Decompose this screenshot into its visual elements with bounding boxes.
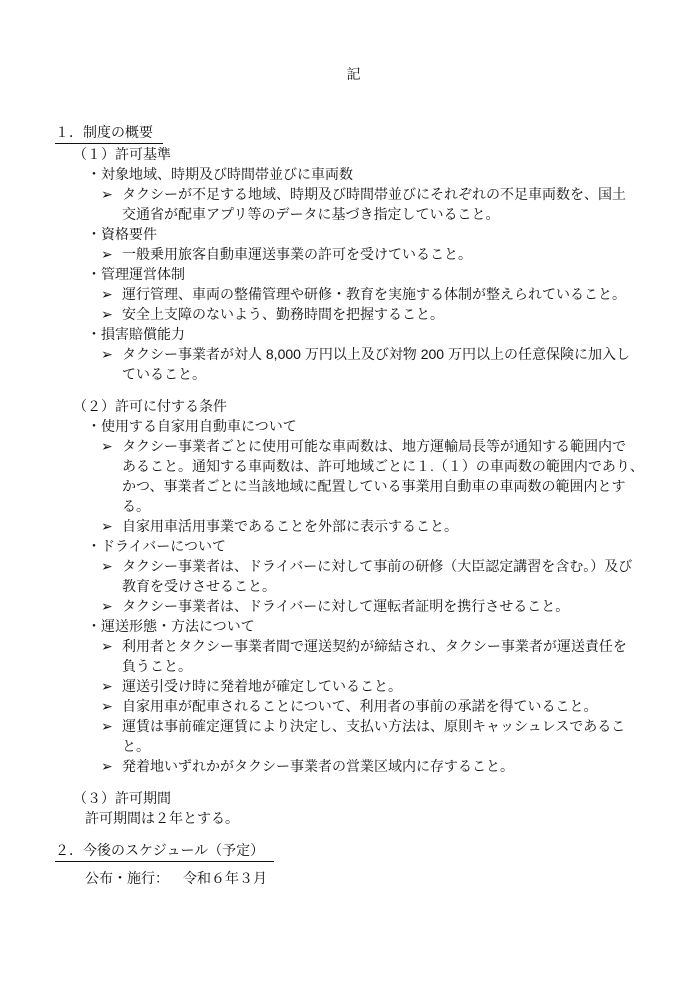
schedule-label: 公布・施行： — [85, 870, 169, 886]
subsection-1-1-heading: （１）許可基準 — [73, 146, 171, 162]
point-line: 負うこと。 — [122, 658, 192, 674]
bullet-point — [101, 756, 652, 776]
arrow-bullet-icon: ➢ — [101, 718, 113, 734]
section-2-heading — [55, 840, 652, 862]
point-line: タクシー事業者は、ドライバーに対して運転者証明を携行させること。 — [122, 598, 570, 614]
point-text — [122, 556, 652, 596]
point-line: ていること。 — [122, 366, 206, 382]
arrow-bullet-icon: ➢ — [101, 306, 113, 322]
subsection-1-3-heading: （３）許可期間 — [73, 790, 171, 806]
point-line: あること。通知する車両数は、許可地域ごとに１.（１）の車両数の範囲内であり、 — [122, 458, 644, 474]
arrow-bullet-icon: ➢ — [101, 558, 113, 574]
arrow-bullet-icon: ➢ — [101, 758, 113, 774]
point-line: 一般乗用旅客自動車運送事業の許可を受けていること。 — [122, 246, 472, 262]
bullet-point — [101, 696, 652, 716]
bullet-point — [101, 436, 652, 516]
point-line: 利用者とタクシー事業者間で運送契約が締結され、タクシー事業者が運送責任を — [122, 638, 627, 654]
schedule-line — [85, 868, 652, 888]
point-text — [122, 596, 652, 616]
section-1-heading-text: １．制度の概要 — [55, 122, 163, 144]
section-2-heading-text: ２．今後のスケジュール（予定） — [55, 840, 274, 862]
point-text — [122, 696, 652, 716]
point-text — [122, 184, 652, 224]
point-line: 自家用車活用事業であることを外部に表示すること。 — [122, 518, 458, 534]
bullet-point — [101, 304, 652, 324]
point-line: 運送引受け時に発着地が確定していること。 — [122, 678, 402, 694]
bullet-point — [101, 596, 652, 616]
bullet-point — [101, 184, 652, 224]
point-text — [122, 284, 652, 304]
point-text — [122, 756, 652, 776]
point-line: タクシー事業者ごとに使用可能な車両数は、地方運輸局長等が通知する範囲内で — [122, 438, 626, 454]
point-line: 運賃は事前確定運賃により決定し、支払い方法は、原則キャッシュレスであるこ — [122, 718, 626, 734]
subsection-1-2-heading: （２）許可に付する条件 — [73, 398, 227, 414]
point-text — [122, 676, 652, 696]
arrow-bullet-icon: ➢ — [101, 598, 113, 614]
section-2 — [55, 840, 652, 888]
point-line: る。 — [122, 498, 150, 514]
point-text — [122, 636, 652, 676]
point-line: 安全上支障のないよう、勤務時間を把握すること。 — [122, 306, 444, 322]
item-label-liability: ・損害賠償能力 — [87, 326, 185, 342]
point-line: 交通省が配車アプリ等のデータに基づき指定していること。 — [122, 206, 500, 222]
item-label-qualification: ・資格要件 — [87, 226, 157, 242]
point-text — [122, 436, 652, 516]
arrow-bullet-icon: ➢ — [101, 678, 113, 694]
item-label-management: ・管理運営体制 — [87, 266, 185, 282]
bullet-point — [101, 516, 652, 536]
item-label-driver: ・ドライバーについて — [87, 538, 227, 554]
point-text — [122, 716, 652, 756]
point-line: と。 — [122, 738, 150, 754]
arrow-bullet-icon: ➢ — [101, 518, 113, 534]
point-text — [122, 244, 652, 264]
point-line: 発着地いずれかがタクシー事業者の営業区域内に存すること。 — [122, 758, 514, 774]
point-text — [122, 304, 652, 324]
arrow-bullet-icon: ➢ — [101, 286, 113, 302]
memo-mark: 記 — [346, 66, 361, 82]
point-line: タクシー事業者は、ドライバーに対して事前の研修（大臣認定講習を含む。）及び — [122, 558, 633, 574]
arrow-bullet-icon: ➢ — [101, 698, 113, 714]
point-line: タクシーが不足する地域、時期及び時間帯並びにそれぞれの不足車両数を、国土 — [122, 186, 626, 202]
arrow-bullet-icon: ➢ — [101, 438, 113, 454]
point-text — [122, 516, 652, 536]
bullet-point — [101, 284, 652, 304]
bullet-point — [101, 556, 652, 596]
arrow-bullet-icon: ➢ — [101, 346, 113, 362]
point-line: タクシー事業者が対人 8,000 万円以上及び対物 200 万円以上の任意保険に加入し — [122, 346, 630, 362]
point-line: 運行管理、車両の整備管理や研修・教育を実施する体制が整えられていること。 — [122, 286, 626, 302]
item-label-transport-method: ・運送形態・方法について — [87, 618, 255, 634]
arrow-bullet-icon: ➢ — [101, 186, 113, 202]
point-line: かつ、事業者ごとに当該地域に配置している事業用自動車の車両数の範囲内とす — [122, 478, 626, 494]
point-text — [122, 344, 652, 384]
arrow-bullet-icon: ➢ — [101, 638, 113, 654]
permit-period-body: 許可期間は２年とする。 — [85, 810, 239, 826]
bullet-point — [101, 344, 652, 384]
bullet-point — [101, 716, 652, 756]
section-1 — [55, 122, 652, 828]
bullet-point — [101, 636, 652, 676]
schedule-value: 令和６年３月 — [183, 870, 267, 886]
bullet-point — [101, 244, 652, 264]
point-line: 教育を受けさせること。 — [122, 578, 276, 594]
item-label-private-vehicle: ・使用する自家用自動車について — [87, 418, 297, 434]
item-label-target-area: ・対象地域、時期及び時間帯並びに車両数 — [87, 166, 353, 182]
point-line: 自家用車が配車されることについて、利用者の事前の承諾を得ていること。 — [122, 698, 598, 714]
bullet-point — [101, 676, 652, 696]
arrow-bullet-icon: ➢ — [101, 246, 113, 262]
section-1-heading — [55, 122, 652, 144]
